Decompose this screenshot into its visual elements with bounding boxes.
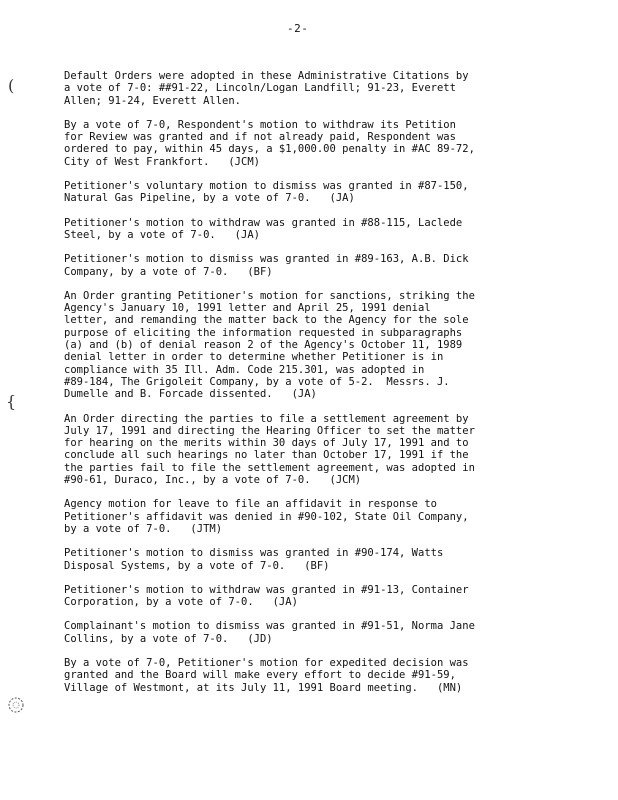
- margin-bracket-mark: (: [8, 76, 15, 95]
- paragraph-laclede-steel: Petitioner's motion to withdraw was granted in #88-115, Laclede Steel, by a vote of 7-0. (JA): [64, 216, 463, 241]
- minutes-body: [64, 70, 544, 706]
- paragraph-default-orders: Default Orders were adopted in these Administrative Citations by a vote of 7-0: ##91-22, Lincoln/Logan Landfill; 91-23, Everett Allen; 91-24, Everett Allen.: [64, 70, 469, 107]
- paragraph-state-oil: Agency motion for leave to file an affidavit in response to Petitioner's affidavit was denied in #90-102, State Oil Company, by a vote of 7-0. (JTM): [64, 498, 469, 535]
- paragraph-natural-gas-pipeline: Petitioner's voluntary motion to dismiss was granted in #87-150, Natural Gas Pipeline, by a vote of 7-0. (JA): [64, 180, 469, 205]
- paragraph-west-frankfort: By a vote of 7-0, Respondent's motion to withdraw its Petition for Review was granted and if not already paid, Respondent was ordered to pay, within 45 days, a $1,000.00 penalty in #AC 89-72, City of West Frankfort. (JCM): [64, 118, 475, 168]
- paragraph-village-of-westmont: By a vote of 7-0, Petitioner's motion for expedited decision was granted and the Board will make every effort to decide #91-59, Village of Westmont, at its July 11, 1991 Board meeting. (MN): [64, 656, 469, 694]
- paragraph-container-corporation: Petitioner's motion to withdraw was granted in #91-13, Container Corporation, by a vote of 7-0. (JA): [64, 583, 469, 609]
- paragraph-ab-dick: Petitioner's motion to dismiss was granted in #89-163, A.B. Dick Company, by a vote of 7-0. (BF): [64, 253, 469, 278]
- margin-brace-mark: {: [6, 392, 17, 411]
- hole-punch-stamp-icon: [6, 694, 26, 716]
- paragraph-grigoleit-sanctions: An Order granting Petitioner's motion for sanctions, striking the Agency's January 10, 1991 letter and April 25, 1991 denial letter, and remanding the matter back to the Agency for the sole purpose of eliciting the information requested in subparagraphs (a) and (b) of denial reason 2 of the Agency's October 11, 1989 denial letter in order to determine whether Petitioner is in compliance with 35 Ill. Adm. Code 215.301, was adopted in #89-184, The Grigoleit Company, by a vote of 5-2. Messrs. J. Dumelle and B. Forcade dissented. (JA): [64, 289, 475, 401]
- paragraph-watts-disposal: Petitioner's motion to dismiss was granted in #90-174, Watts Disposal Systems, by a vote of 7-0. (BF): [64, 547, 444, 572]
- page-number: -2-: [287, 22, 309, 35]
- paragraph-duraco-settlement: An Order directing the parties to file a settlement agreement by July 17, 1991 and directing the Hearing Officer to set the matter for hearing on the merits within 30 days of July 17, 1991 and to conclude all such hearings no later than October 17, 1991 if the the parties fail to file the settlement agreement, was adopted in #90-61, Duraco, Inc., by a vote of 7-0. (JCM): [64, 412, 475, 487]
- paragraph-norma-jane-collins: Complainant's motion to dismiss was granted in #91-51, Norma Jane Collins, by a vote of 7-0. (JD): [64, 620, 475, 645]
